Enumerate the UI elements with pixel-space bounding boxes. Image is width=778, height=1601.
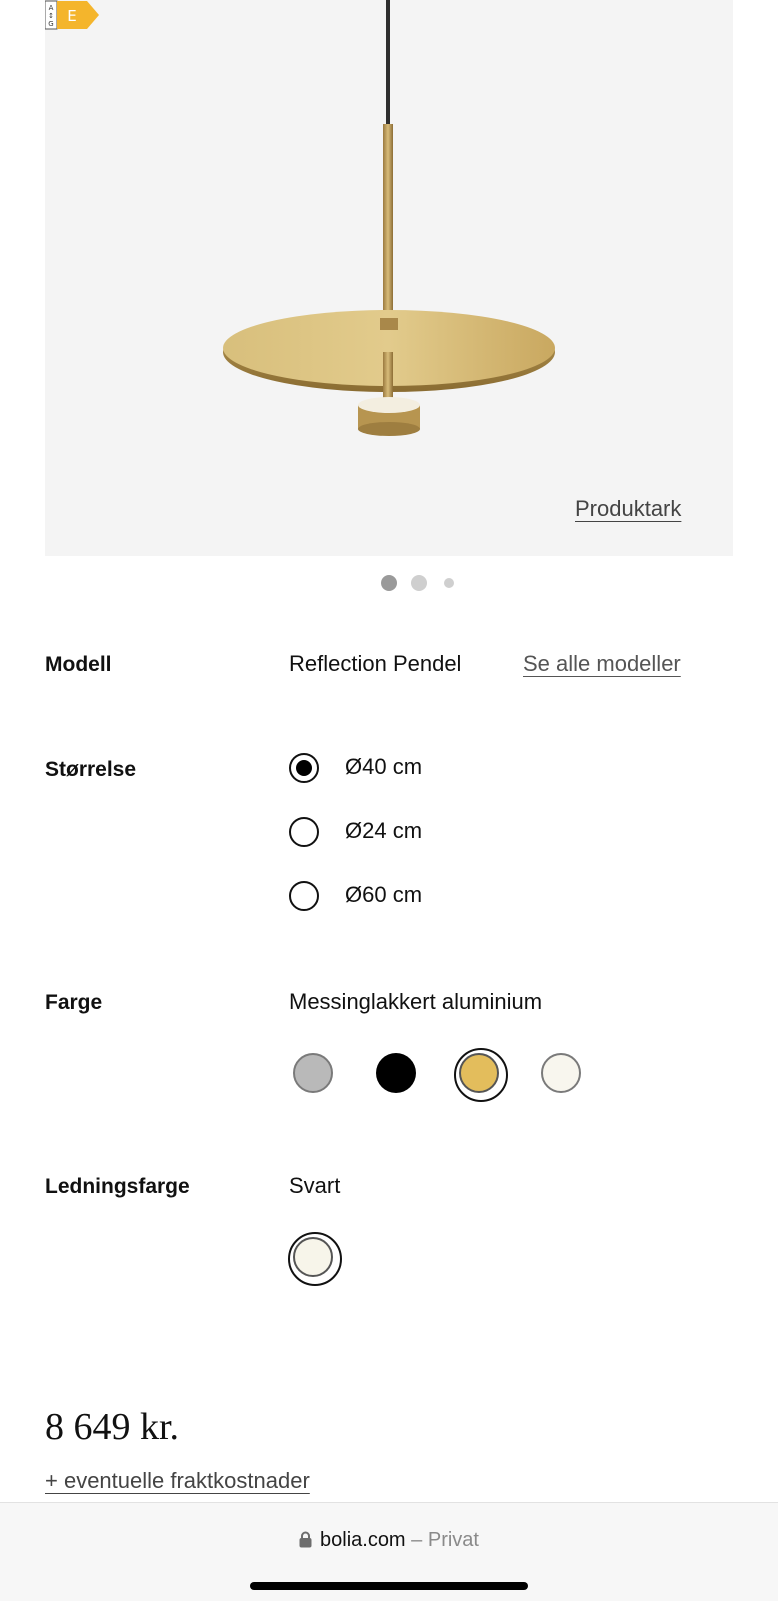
shipping-costs-link[interactable]: + eventuelle fraktkostnader — [45, 1468, 310, 1493]
radio-button[interactable] — [289, 817, 319, 847]
svg-text:E: E — [67, 7, 77, 25]
color-label: Farge — [45, 991, 103, 1014]
url-domain: bolia.com — [320, 1529, 406, 1551]
svg-text:A: A — [48, 4, 54, 12]
svg-text:↕: ↕ — [48, 12, 54, 20]
color-swatch-grey[interactable] — [293, 1053, 333, 1093]
cord-color-selected-name: Svart — [289, 1173, 341, 1198]
browser-address-bar[interactable] — [0, 1502, 778, 1601]
size-label: Størrelse — [45, 758, 137, 781]
price: 8 649 kr. — [45, 1406, 180, 1448]
radio-button[interactable] — [289, 881, 319, 911]
size-option-24[interactable] — [289, 816, 539, 852]
cord-swatch[interactable] — [293, 1237, 333, 1277]
model-label: Modell — [45, 653, 112, 676]
size-option-40[interactable] — [289, 752, 539, 788]
see-all-models-link[interactable]: Se alle modeller — [523, 651, 681, 676]
size-option-label: Ø60 cm — [345, 882, 423, 907]
radio-button-selected[interactable] — [289, 753, 319, 783]
model-value: Reflection Pendel — [289, 651, 462, 676]
color-swatch-black[interactable] — [376, 1053, 416, 1093]
home-indicator — [250, 1582, 528, 1590]
private-mode-label: – Privat — [411, 1529, 479, 1551]
carousel-dots — [0, 575, 778, 591]
carousel-dot-3[interactable] — [444, 578, 454, 588]
carousel-dot-1[interactable] — [381, 575, 397, 591]
cord-color-label: Ledningsfarge — [45, 1175, 190, 1198]
pendant-lamp-illustration — [45, 0, 733, 556]
url-display[interactable] — [0, 1529, 778, 1552]
lock-icon — [299, 1531, 312, 1548]
carousel-dot-2[interactable] — [411, 575, 427, 591]
size-option-label: Ø40 cm — [345, 754, 423, 779]
energy-label-icon[interactable] — [45, 0, 101, 30]
product-image[interactable] — [45, 0, 733, 556]
size-option-label: Ø24 cm — [345, 818, 423, 843]
size-option-60[interactable] — [289, 880, 539, 916]
produktark-link[interactable]: Produktark — [575, 496, 682, 521]
color-swatch-white[interactable] — [541, 1053, 581, 1093]
color-swatch-brass[interactable] — [459, 1053, 499, 1093]
color-selected-name: Messinglakkert aluminium — [289, 989, 543, 1014]
svg-text:G: G — [48, 20, 54, 28]
